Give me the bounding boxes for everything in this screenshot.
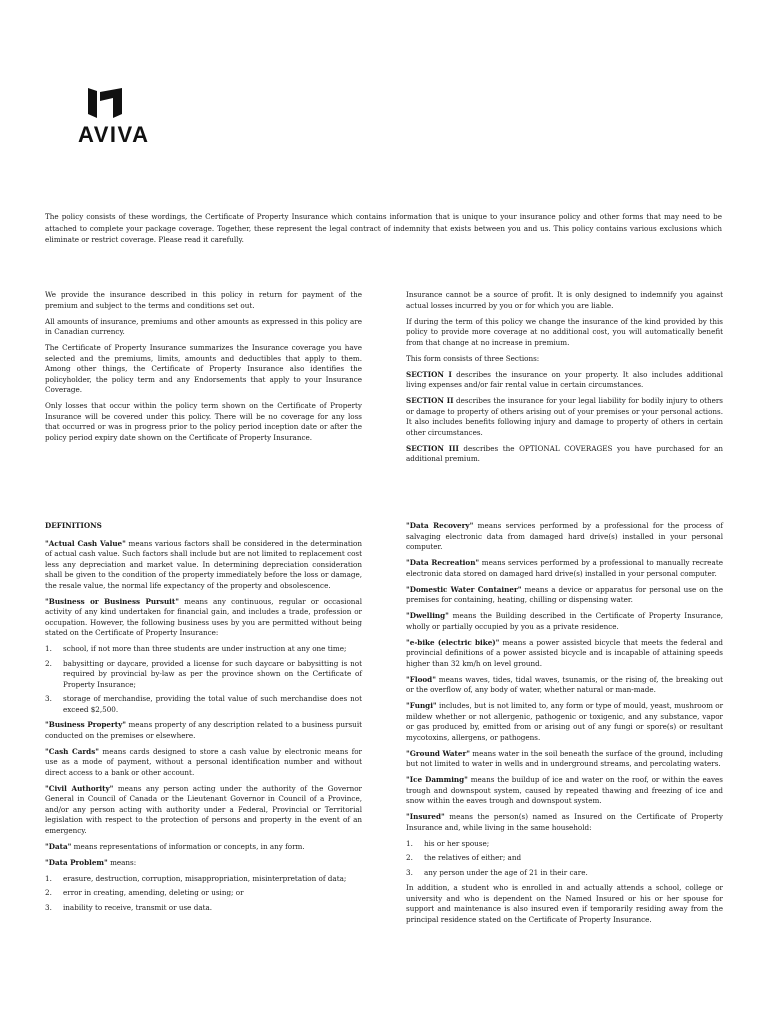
definition-term: "Data Problem" (45, 857, 108, 867)
definition-term: "Actual Cash Value" (45, 538, 126, 548)
definition-term: "Business or Business Pursuit" (45, 596, 179, 606)
definition-civil-authority (45, 784, 362, 837)
definition-ground-water (406, 749, 723, 770)
list-number: 2. (45, 888, 52, 897)
list-text: school, if not more than three students are under instruction at any one time; (63, 644, 347, 653)
definition-fungi (406, 701, 723, 743)
section-description (406, 396, 723, 438)
intro-paragraph: The policy consists of these wordings, the Certificate of Property Insurance which contains information that is unique to your insurance policy and other forms that may need to be attached to complete your package coverage. Together, these represent the legal contract of indemnity that exists between you and us. This policy contains various exclusions which eliminate or restrict coverage. Please read it carefully. (45, 212, 722, 245)
section-description (406, 444, 723, 465)
aviva-logo (78, 88, 150, 148)
definition-cash-cards (45, 747, 362, 779)
definition-term: "Dwelling" (406, 611, 449, 620)
list-item (406, 853, 723, 864)
list-text: the relatives of either; and (424, 853, 522, 862)
left-top-column (45, 290, 362, 449)
section-text: describes the insurance for your legal liability for bodily injury to others or damage to property of others arising out of your premises or your personal actions. It also includes benefits following injury and damage to property of others in certain other circumstances. (406, 396, 723, 437)
definition-ice-damming (406, 775, 723, 807)
list-number: 3. (406, 867, 413, 877)
section-description (406, 370, 723, 391)
definition-text: means representations of information or concepts, in any form. (71, 841, 305, 851)
definition-term: "Ground Water" (406, 748, 470, 758)
definition-text: means cards designed to store a cash value by electronic means for use as a mode of payment, without a personal identification number and without direct access to a bank or other account. (45, 746, 362, 777)
definitions-left-column (45, 521, 362, 918)
definition-term: "Insured" (406, 812, 445, 821)
list-text: babysitting or daycare, provided a license for such daycare or babysitting is not required by provincial by-law as per the province shown on the Certificate of Property Insurance; (63, 658, 362, 689)
definition-text: means water in the soil beneath the surface of the ground, including but not limited to water in wells and in underground streams, and percolating waters. (406, 748, 723, 768)
section-text: describes the OPTIONAL COVERAGES you have purchased for an additional premium. (406, 443, 723, 463)
definition-text: means property of any description related to a business pursuit conducted on the premises or elsewhere. (45, 720, 363, 740)
list-item (45, 874, 362, 885)
paragraph: The Certificate of Property Insurance summarizes the Insurance coverage you have selected and the premiums, limits, amounts and deductibles that apply to them. Among other things, the Certificate of Property Insurance also identifies the policyholder, the policy term and any Endorsements that apply to your Insurance Coverage. (45, 343, 362, 394)
list-text: inability to receive, transmit or use data. (63, 902, 213, 912)
section-label: SECTION II (406, 396, 454, 405)
definition-text: means waves, tides, tidal waves, tsunamis, or the rising of, the breaking out or the overflow of, any body of water, whether natural or man-made. (406, 674, 723, 694)
list-number: 1. (45, 873, 52, 883)
paragraph: If during the term of this policy we change the insurance of the kind provided by this policy to provide more coverage at no additional cost, you will automatically benefit from that change at no increase in premium. (406, 316, 723, 347)
definition-text: means any continuous, regular or occasional activity of any kind undertaken for financial gain, and includes a trade, profession or occupation. However, the following business uses by you are permitted without being stated on the Certificate of Property Insurance: (45, 596, 362, 637)
definition-term: "Domestic Water Container" (406, 584, 522, 594)
paragraph: All amounts of insurance, premiums and other amounts as expressed in this policy are in Canadian currency. (45, 316, 362, 336)
list-text: error in creating, amending, deleting or using; or (63, 888, 244, 897)
definition-term: "Fungi" (406, 701, 437, 710)
definition-text: means a power assisted bicycle that meets the federal and provincial definitions of a power assisted bicycle and is incapable of attaining speeds higher than 32 km/h on level ground. (406, 637, 723, 668)
definition-data-problem (45, 858, 362, 869)
list-number: 2. (406, 853, 413, 862)
section-label: SECTION III (406, 443, 459, 453)
insured-additional-paragraph: In addition, a student who is enrolled in and actually attends a school, college or university and who is dependent on the Named Insured or his or her spouse for support and maintenance is also insured even if temporarily residing away from the principal residence stated on the Certificate of Property Insurance. (406, 883, 723, 924)
list-text: erasure, destruction, corruption, misappropriation, misinterpretation of data; (63, 873, 347, 883)
list-number: 3. (45, 694, 52, 703)
definition-term: "Data" (45, 841, 72, 851)
definition-data-recovery (406, 521, 723, 553)
definition-term: "Business Property" (45, 720, 126, 729)
definition-business-pursuit (45, 597, 362, 639)
definition-text: means the Building described in the Certificate of Property Insurance, wholly or partially occupied by you as a private residence. (406, 611, 723, 631)
paragraph: Only losses that occur within the policy term shown on the Certificate of Property Insurance will be covered under this policy. There will be no coverage for any loss that occurred or was in progress prior to the policy period inception date or after the policy period expiry date shown on the Certificate of Property Insurance. (45, 401, 362, 442)
definition-domestic-water-container (406, 585, 723, 606)
list-number: 3. (45, 902, 52, 912)
list-text: any person under the age of 21 in their care. (424, 867, 588, 877)
definition-text: means: (107, 857, 137, 867)
aviva-flag-icon (88, 88, 122, 118)
definition-term: "Data Recreation" (406, 558, 480, 567)
list-item (406, 868, 723, 879)
definition-dwelling (406, 611, 723, 632)
definition-actual-cash-value (45, 539, 362, 592)
list-text: storage of merchandise, providing the total value of such merchandise does not exceed $2,500. (63, 694, 362, 714)
logo-wordmark: AVIVA (78, 122, 150, 147)
insured-list (406, 839, 723, 879)
definition-text: means any person acting under the authority of the Governor General in Council of Canada or the Lieutenant Governor in Council of a Province, and/or any person acting with authority under a Federal, Provincial or Territorial legislation with respect to the protection of persons and property in the event of an emergency. (45, 783, 362, 835)
definition-insured (406, 812, 723, 833)
definition-text: means services performed by a professional to manually recreate electronic data stored on damaged hard drive(s) installed in your personal computer. (406, 558, 723, 578)
definition-e-bike (406, 638, 723, 670)
paragraph: We provide the insurance described in this policy in return for payment of the premium and subject to the terms and conditions set out. (45, 290, 362, 310)
definition-business-property (45, 720, 362, 741)
definition-term: "e-bike (electric bike)" (406, 637, 500, 647)
definition-term: "Ice Damming" (406, 775, 468, 784)
definition-term: "Civil Authority" (45, 783, 114, 793)
definition-data (45, 842, 362, 853)
list-item (45, 694, 362, 715)
definition-data-recreation (406, 558, 723, 579)
definition-text: means services performed by a professional for the process of salvaging electronic data from damaged hard drive(s) installed in your personal computer. (406, 521, 724, 551)
definition-text: means the person(s) named as Insured on the Certificate of Property Insurance and, while living in the same household: (406, 812, 723, 832)
list-item (45, 644, 362, 655)
list-item (45, 888, 362, 899)
definition-text: means various factors shall be considered in the determination of actual cash value. Such factors shall include but are not limited to replacement cost less any depreciation and market value. In determining depreciation consideration shall be given to the condition of the property immediately before the loss or damage, the resale value, the normal life expectancy of the property and obsolescence. (45, 538, 362, 590)
list-number: 1. (406, 838, 413, 848)
list-number: 2. (45, 658, 52, 668)
definitions-right-column (406, 521, 723, 931)
definitions-heading: DEFINITIONS (45, 521, 102, 530)
definition-term: "Data Recovery" (406, 521, 474, 530)
paragraph: Insurance cannot be a source of profit. It is only designed to indemnify you against actual losses incurred by you or for which you are liable. (406, 290, 723, 310)
definition-term: "Cash Cards" (45, 746, 100, 756)
list-item (45, 903, 362, 914)
data-problem-list (45, 874, 362, 914)
definition-text: means the buildup of ice and water on the roof, or within the eaves trough and downspout system, caused by repeated thawing and freezing of ice and snow within the eaves trough and downspout system. (406, 775, 723, 805)
list-text: his or her spouse; (424, 838, 490, 848)
section-label: SECTION I (406, 369, 452, 379)
right-top-column (406, 290, 723, 470)
paragraph: This form consists of three Sections: (406, 353, 540, 363)
definition-text: includes, but is not limited to, any form or type of mould, yeast, mushroom or mildew whether or not allergenic, pathogenic or toxigenic, and any substance, vapor or gas produced by, emitted from or arising out of any fungi or spore(s) or resultant mycotoxins, allergens, or pathogens. (406, 701, 723, 742)
definition-term: "Flood" (406, 674, 436, 684)
definition-flood (406, 675, 723, 696)
definition-text: means a device or apparatus for personal use on the premises for containing, heating, chilling or dispensing water. (406, 584, 723, 604)
list-item (406, 839, 723, 850)
list-item (45, 659, 362, 691)
section-text: describes the insurance on your property. It also includes additional living expenses and/or fair rental value in certain circumstances. (406, 369, 723, 389)
list-number: 1. (45, 644, 52, 653)
business-uses-list (45, 644, 362, 715)
